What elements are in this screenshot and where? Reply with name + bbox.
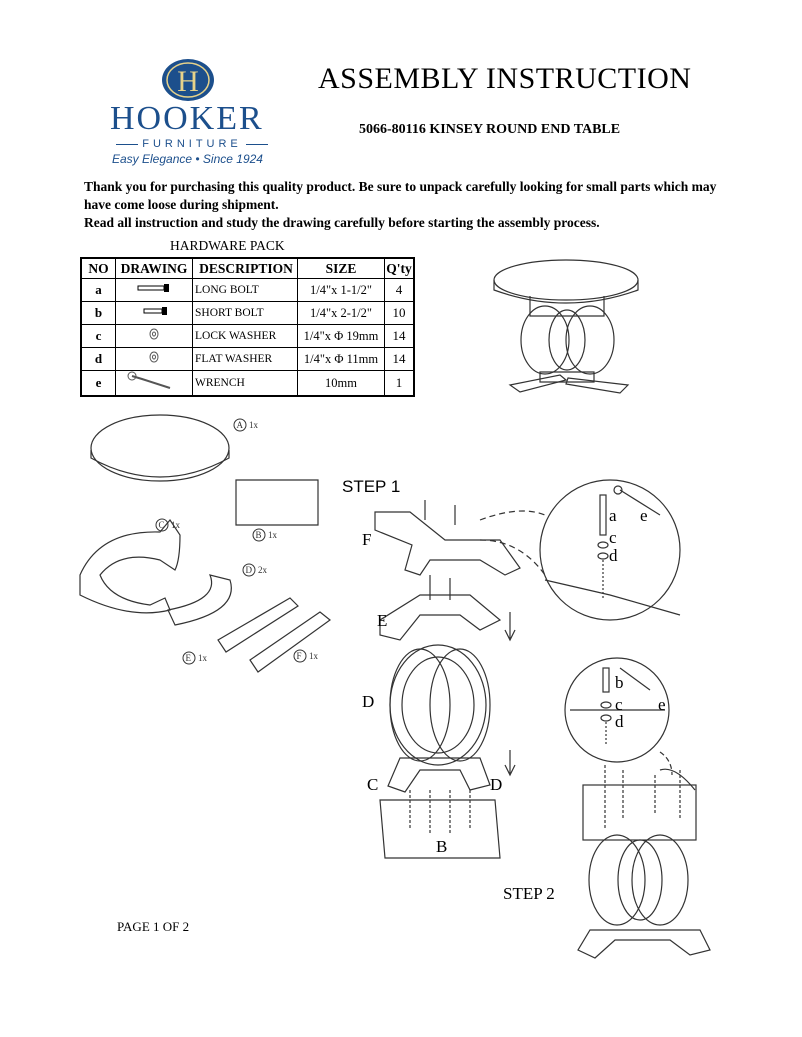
row-qty: 4 [385,279,415,302]
step1-f-label: F [362,530,372,549]
table-row [81,325,414,348]
step1-b-label: B [436,837,448,856]
intro-paragraph-2: Read all instruction and study the drawing carefully before starting the assembly process. [84,215,600,230]
part-b-panel [236,480,318,525]
row-no: d [81,348,116,371]
step1-d-left-label: D [362,692,375,711]
detail2-c: c [615,695,623,714]
row-size: 1/4"x 1-1/2" [298,279,385,302]
table-row [81,348,414,371]
row-qty: 14 [385,325,415,348]
row-size: 1/4"x Φ 19mm [298,325,385,348]
hardware-table [80,257,415,397]
col-drawing: DRAWING [116,258,193,279]
detail2-b: b [615,673,624,692]
row-no: a [81,279,116,302]
detail1-e: e [640,506,648,525]
detail1-d: d [609,546,618,565]
row-desc: LONG BOLT [193,279,298,302]
row-size: 1/4"x Φ 11mm [298,348,385,371]
wrench-drawing [116,371,193,397]
row-qty: 10 [385,302,415,325]
step1-c-label: C [367,775,379,794]
row-qty: 14 [385,348,415,371]
part-f-qty: 1x [309,651,318,661]
part-e-qty: 1x [198,653,207,663]
intro-text [84,178,724,232]
brand-name: HOOKER [110,100,264,137]
flat-washer-drawing [116,348,193,371]
part-d-letter: D [245,565,252,575]
brand-tagline: Easy Elegance • Since 1924 [112,152,263,166]
table-row [81,371,414,397]
col-qty: Q'ty [385,258,415,279]
part-b-letter: B [255,530,262,540]
row-qty: 1 [385,371,415,397]
row-size: 1/4"x 2-1/2" [298,302,385,325]
step2-label: STEP 2 [503,884,555,903]
table-row [81,302,414,325]
detail1-c: c [609,528,617,547]
part-c-ring [80,520,180,613]
page-number: PAGE 1 OF 2 [117,919,190,934]
row-no: b [81,302,116,325]
logo-letter: H [177,65,199,98]
part-f-bar [250,612,330,672]
product-title: 5066-80116 KINSEY ROUND END TABLE [359,122,621,137]
row-desc: WRENCH [193,371,298,397]
detail2-e: e [658,695,666,714]
brand-subtitle [112,138,272,150]
part-c-qty: 1x [171,520,180,530]
part-d-arc [168,575,231,625]
row-desc: SHORT BOLT [193,302,298,325]
detail1-a: a [609,506,617,525]
part-a-qty: 1x [249,420,258,430]
step1-label: STEP 1 [342,477,401,496]
part-a-tabletop [91,415,229,481]
part-e-letter: E [185,653,191,663]
part-e-bar [218,598,298,652]
row-no: c [81,325,116,348]
row-desc: LOCK WASHER [193,325,298,348]
table-header-row [81,258,414,279]
row-desc: FLAT WASHER [193,348,298,371]
step1-e-label: E [377,611,388,630]
brand-sub-text: FURNITURE [142,138,242,150]
part-c-letter: C [158,520,165,530]
part-b-qty: 1x [268,530,277,540]
long-bolt-drawing [116,279,193,302]
lock-washer-drawing [116,325,193,348]
row-size: 10mm [298,371,385,397]
part-a-letter: A [236,420,243,430]
hardware-title: HARDWARE PACK [170,238,285,253]
page-title: ASSEMBLY INSTRUCTION [318,62,692,95]
col-description: DESCRIPTION [193,258,298,279]
short-bolt-drawing [116,302,193,325]
hooker-logo [160,58,216,102]
detail2-d: d [615,712,624,731]
col-no: NO [81,258,116,279]
part-d-qty: 2x [258,565,267,575]
part-f-letter: F [296,651,302,661]
step1-d-right-label: D [490,775,503,794]
row-no: e [81,371,116,397]
table-row [81,279,414,302]
col-size: SIZE [298,258,385,279]
intro-paragraph-1: Thank you for purchasing this quality product. Be sure to unpack carefully looking for small parts which may have come loose during shipment. [84,179,717,212]
